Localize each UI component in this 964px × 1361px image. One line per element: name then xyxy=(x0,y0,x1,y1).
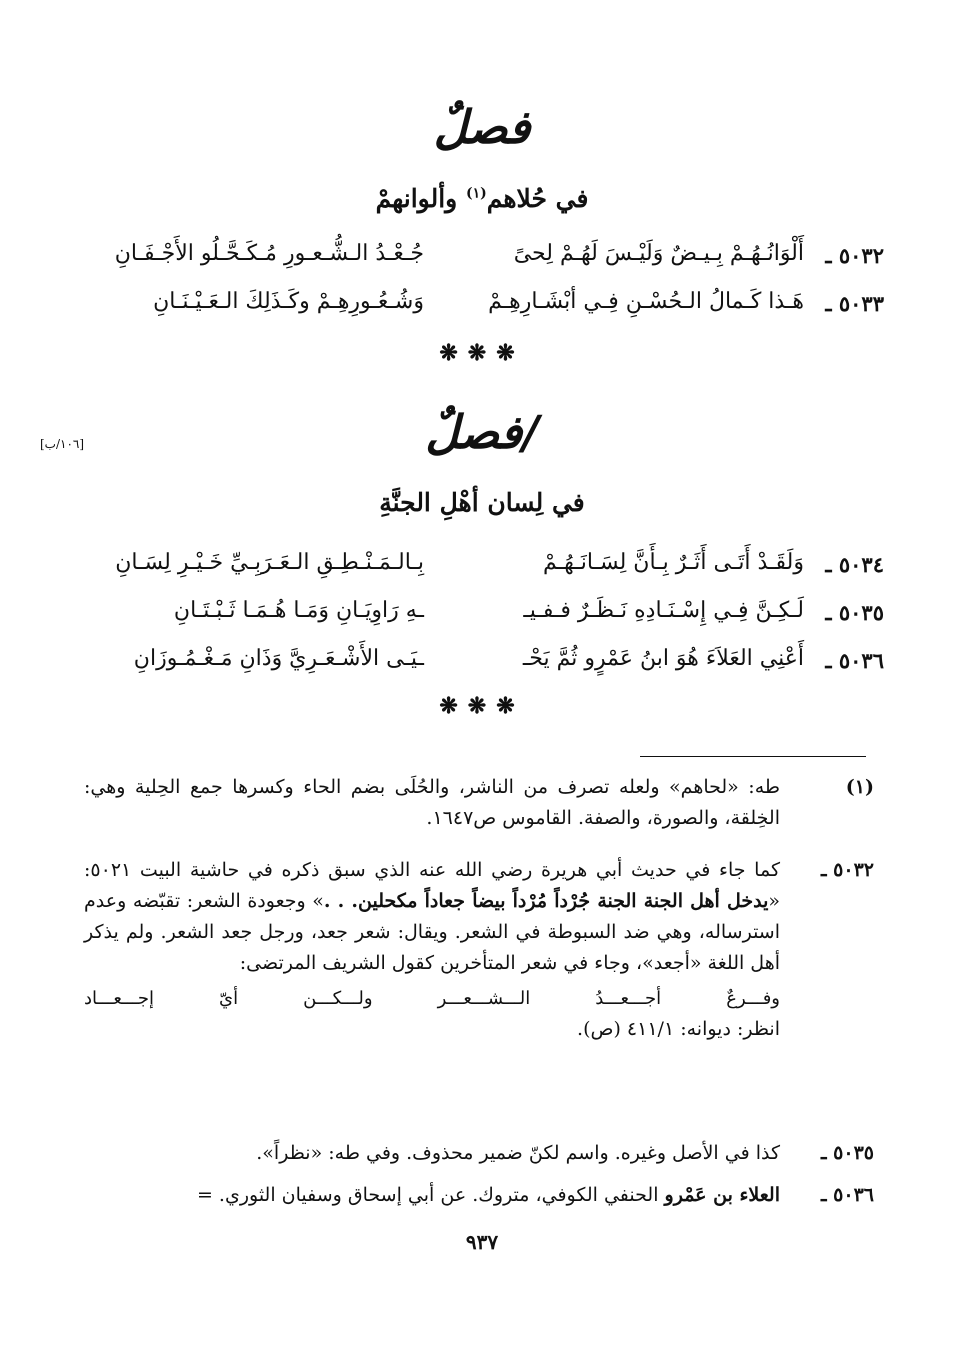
verse-hemistich-1: لَـكِـنَّ فِـي إِسْـنَـادِهِ نَـظَـرٌ فـفـيـ xyxy=(523,598,804,623)
section-divider-stars: ❋❋❋ xyxy=(439,340,525,366)
margin-folio-note: [١٠٦/ب] xyxy=(40,437,85,451)
footnote-text xyxy=(84,855,780,1045)
footnote-number: ٥٠٣٦ ـ xyxy=(820,1184,874,1206)
verse-hemistich-2: ـيَـى الأَشْـعَـرِيَّ وَذَانِ مَـغْـمُـوزَانِ xyxy=(133,646,424,671)
verse-5032 xyxy=(84,237,884,277)
verse-number: ٥٠٣٤ ـ xyxy=(825,552,884,577)
verse-5033 xyxy=(84,285,884,325)
verse-hemistich-2: بِـالـمَـنْـطِـقِ الـعَـرَبِـيِّ خَـيْـرِ لِسَـانِ xyxy=(115,550,424,575)
section1-heading: فصلٌ xyxy=(433,100,531,154)
footnote-1 xyxy=(84,772,874,834)
footnote-text-body: الحنفي الكوفي، متروك. عن أبي إسحاق وسفيان الثوري. = xyxy=(196,1184,665,1206)
footnote-5032 xyxy=(84,855,874,1045)
verse-hemistich-1: هَـذا كَـمالُ الـحُسْـنِ فِـي أبْشَـارِهِـمْ xyxy=(488,289,804,314)
verse-hemistich-1: وَلَقَـدْ أَتَـى أَثَـرٌ بِـأَنَّ لِسَـانَـهُـمْ xyxy=(543,550,804,575)
footnote-text: كذا في الأصل وغيره. واسم لكنّ ضمير محذوف. وفي طه: «نظراً». xyxy=(256,1142,780,1164)
page-number: ٩٣٧ xyxy=(465,1230,499,1254)
footnote-text: طه: «لحاهم» ولعله تصرف من الناشر، والحُلَى بضم الحاء وكسرها جمع الحِلية وهي: الخِلقة، والصورة، والصفة. القاموس ص١٦٤٧. xyxy=(84,776,780,829)
section2-subheading: في لِسان أهْلِ الجنَّةِ xyxy=(379,488,585,517)
verse-hemistich-2: ـهِ رَاوِيَـانِ وَمَـا هُـمَـا ثَـبْـتَـانِ xyxy=(173,598,424,623)
section1-subheading xyxy=(0,184,964,213)
footnote-5035 xyxy=(84,1138,874,1169)
footnote-ref: (١) xyxy=(465,185,487,202)
footnote-text-part-a: كما جاء في حديث أبي هريرة رضي الله عنه الذي سبق ذكره في حاشية البيت ٥٠٢١: « xyxy=(84,859,780,912)
footnote-text-part-b: » وجعودة الشعر: تقبّضه وعدم استرساله، وهي ضد السبوطة في الشعر. ويقال: شعر جعد، ورجل جعد الشعر. ولم يذكر أهل اللغة «أجعد»، وجاء في شعر المتأخرين كقول الشريف المرتضى: xyxy=(84,890,780,974)
section-divider-stars: ❋❋❋ xyxy=(439,693,525,719)
hadith-quote: يدخل أهل الجنة الجنة جُرْداً مُرْداً بيضاً جعاداً مكحلين. . . xyxy=(323,890,769,912)
verse-number: ٥٠٣٥ ـ xyxy=(825,600,884,625)
verse-hemistich-1: أَعْنِي العَلاَءَ هُوَ ابنُ عَمْرٍو ثُمَّ يَحْـ xyxy=(522,646,804,671)
footnote-number: ٥٠٣٢ ـ xyxy=(820,859,874,881)
verse-number: ٥٠٣٣ ـ xyxy=(825,291,884,316)
footnote-5036 xyxy=(84,1180,874,1211)
footnote-reference: انظر: ديوانه: ٤١١/١ (ص). xyxy=(577,1018,780,1040)
verse-hemistich-2: وَشُـعُـورِهِـمْ وكَـذَلِكَ الـعَـيْـنَـانِ xyxy=(153,289,424,314)
section2-heading: /فصلٌ xyxy=(425,405,539,459)
verse-5036 xyxy=(84,642,884,682)
quoted-verse: وفـــرعٌ أجـــعـــدُ الـــشـــعـــر ولـــكـــن أيّ إجـــعـــاد xyxy=(84,988,780,1009)
verse-hemistich-2: جُـعْـدُ الـشُّـعـورِ مُـكَـحَّـلُو الأَجْـفَـانِ xyxy=(114,241,424,266)
verse-5034 xyxy=(84,546,884,586)
verse-5035 xyxy=(84,594,884,634)
footnote-rule xyxy=(640,756,866,757)
footnote-number: ٥٠٣٥ ـ xyxy=(820,1142,874,1164)
section1-subheading-text: في حُلاهم xyxy=(486,184,589,213)
footnote-text xyxy=(84,1180,780,1211)
verse-number: ٥٠٣٦ ـ xyxy=(825,648,884,673)
footnote-number: (١) xyxy=(845,776,874,798)
narrator-name: العلاء بن عَمْرو xyxy=(664,1184,780,1206)
section1-subheading-tail: وألوانهمْ xyxy=(375,184,458,213)
verse-number: ٥٠٣٢ ـ xyxy=(825,243,884,268)
verse-hemistich-1: أَلْوَانُـهُـمْ بِـيـضٌ وَلَيْـسَ لَهُـمْ لِحىً xyxy=(513,241,804,266)
